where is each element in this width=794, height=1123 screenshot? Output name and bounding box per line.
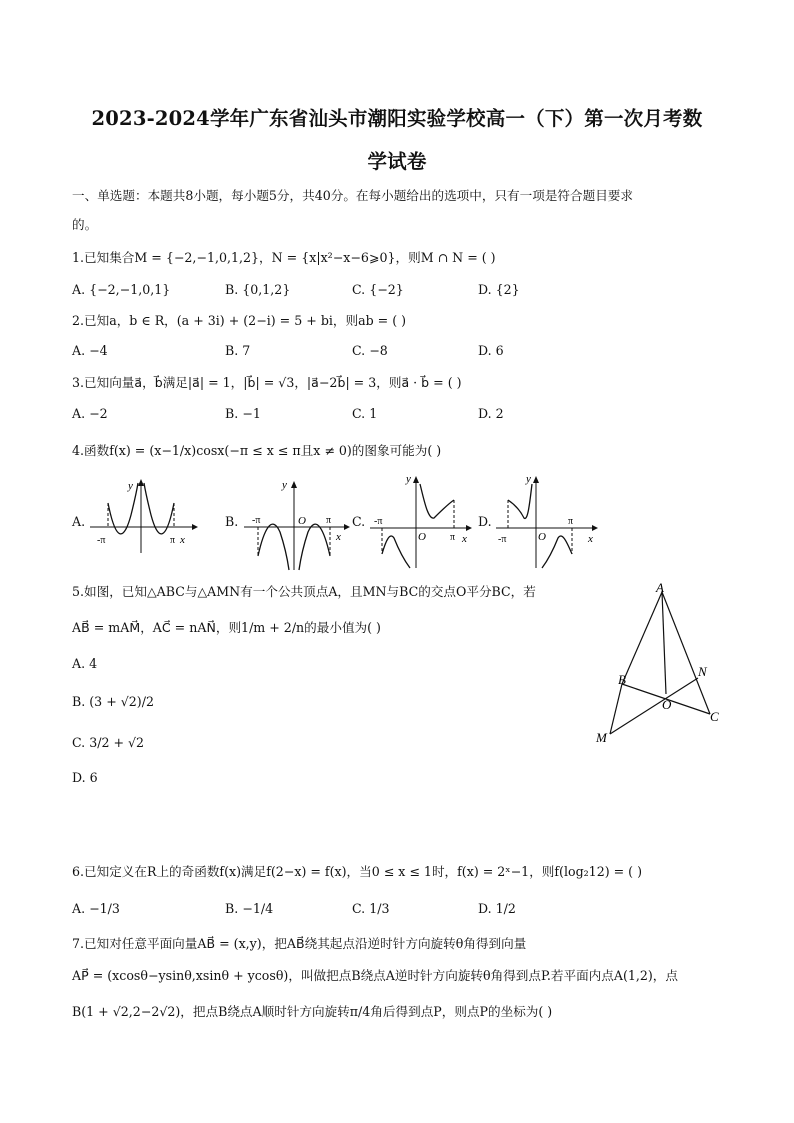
q5-option-b: B. (3 + √2)/2 bbox=[72, 694, 154, 709]
label-y: y bbox=[406, 473, 411, 485]
segment-ao bbox=[662, 592, 666, 694]
curve-right bbox=[542, 536, 572, 568]
label-origin: O bbox=[538, 531, 546, 543]
label-y: y bbox=[128, 480, 133, 492]
q6-option-c: C. 1/3 bbox=[352, 901, 390, 916]
q3-option-a: A. −2 bbox=[72, 406, 108, 421]
section-header-line1: 一、单选题：本题共8小题，每小题5分，共40分。在每小题给出的选项中，只有一项是符合题目要求 bbox=[72, 188, 633, 203]
y-axis-arrow-icon bbox=[413, 476, 419, 483]
curve-left bbox=[258, 524, 289, 570]
y-axis-arrow-icon bbox=[533, 476, 539, 483]
exam-title-line2: 学试卷 bbox=[367, 150, 427, 173]
label-point-a: A bbox=[656, 580, 664, 595]
label-point-c: C bbox=[710, 709, 719, 724]
question-2-stem: 2.已知a，b ∈ R，(a + 3i) + (2−i) = 5 + bi，则ab = ( ) bbox=[72, 313, 407, 328]
label-point-m: M bbox=[596, 730, 607, 745]
q3-option-b: B. −1 bbox=[225, 406, 261, 421]
exam-title-line1: 2023-2024学年广东省汕头市潮阳实验学校高一（下）第一次月考数 bbox=[91, 107, 703, 130]
x-axis-arrow-icon bbox=[592, 525, 598, 531]
label-y: y bbox=[282, 479, 287, 491]
graph-option-b bbox=[242, 474, 352, 572]
q6-option-a: A. −1/3 bbox=[72, 901, 120, 916]
label-x: x bbox=[588, 533, 593, 545]
section-header-line2: 的。 bbox=[72, 217, 98, 232]
segment-bm bbox=[610, 684, 622, 734]
segment-ab bbox=[622, 592, 662, 684]
q4-option-d: D. bbox=[478, 514, 492, 529]
question-3-stem: 3.已知向量a⃗，b⃗满足|a⃗| = 1，|b⃗| = √3，|a⃗−2b⃗| = 3，则a⃗ · b⃗ = ( ) bbox=[72, 375, 462, 390]
question-5-stem-line2: AB⃗ = mAM⃗，AC⃗ = nAN⃗，则1/m + 2/n的最小值为( ) bbox=[72, 620, 381, 635]
question-4-stem: 4.函数f(x) = (x−1/x)cosx(−π ≤ x ≤ π且x ≠ 0)的图象可能为( ) bbox=[72, 443, 442, 458]
label-point-b: B bbox=[618, 672, 626, 687]
q6-option-d: D. 1/2 bbox=[478, 901, 516, 916]
q1-option-c: C. {−2} bbox=[352, 282, 404, 297]
curve-left bbox=[108, 483, 138, 534]
curve-right bbox=[299, 524, 330, 570]
graph-option-d bbox=[494, 470, 602, 570]
q5-option-a: A. 4 bbox=[72, 656, 98, 671]
figure-5-triangle bbox=[588, 576, 758, 752]
label-neg-pi: -π bbox=[252, 515, 261, 526]
label-pi: π bbox=[568, 516, 574, 527]
label-x: x bbox=[336, 531, 341, 543]
y-axis-arrow-icon bbox=[291, 481, 297, 488]
label-y: y bbox=[526, 473, 531, 485]
label-neg-pi: -π bbox=[498, 534, 507, 545]
graph-option-c bbox=[368, 470, 476, 570]
q1-option-d: D. {2} bbox=[478, 282, 520, 297]
q4-option-b: B. bbox=[225, 514, 239, 529]
curve-right bbox=[420, 484, 454, 518]
q3-option-d: D. 2 bbox=[478, 406, 504, 421]
q2-option-d: D. 6 bbox=[478, 343, 504, 358]
label-point-o: O bbox=[662, 697, 672, 712]
q1-option-a: A. {−2,−1,0,1} bbox=[72, 282, 171, 297]
label-origin: O bbox=[298, 515, 306, 527]
y-axis-arrow-icon bbox=[138, 479, 144, 486]
x-axis-arrow-icon bbox=[192, 524, 198, 530]
q2-option-c: C. −8 bbox=[352, 343, 388, 358]
question-7-stem-line3: B(1 + √2,2−2√2)，把点B绕点A顺时针方向旋转π/4角后得到点P，则点P的坐标为( ) bbox=[72, 1004, 553, 1019]
question-1-stem: 1.已知集合M = {−2,−1,0,1,2}，N = {x|x²−x−6⩾0}，则M ∩ N = ( ) bbox=[72, 250, 496, 265]
curve-left bbox=[508, 484, 532, 518]
question-6-stem: 6.已知定义在R上的奇函数f(x)满足f(2−x) = f(x)，当0 ≤ x ≤ 1时，f(x) = 2ˣ−1，则f(log₂12) = ( ) bbox=[72, 864, 643, 879]
x-axis-arrow-icon bbox=[466, 525, 472, 531]
q5-option-d: D. 6 bbox=[72, 770, 98, 785]
q6-option-b: B. −1/4 bbox=[225, 901, 274, 916]
q2-option-b: B. 7 bbox=[225, 343, 251, 358]
label-pi: π bbox=[326, 515, 332, 526]
label-neg-pi: -π bbox=[97, 535, 106, 546]
question-7-stem-line2: AP⃗ = (xcosθ−ysinθ,xsinθ + ycosθ)，叫做把点B绕点A逆时针方向旋转θ角得到点P.若平面内点A(1,2)，点 bbox=[72, 968, 678, 983]
q5-option-c: C. 3/2 + √2 bbox=[72, 735, 145, 750]
q1-option-b: B. {0,1,2} bbox=[225, 282, 291, 297]
q3-option-c: C. 1 bbox=[352, 406, 378, 421]
q4-option-c: C. bbox=[352, 514, 366, 529]
graph-option-a bbox=[88, 475, 198, 555]
question-5-stem-line1: 5.如图，已知△ABC与△AMN有一个公共顶点A，且MN与BC的交点O平分BC，若 bbox=[72, 584, 536, 599]
label-x: x bbox=[180, 534, 185, 546]
question-7-stem-line1: 7.已知对任意平面向量AB⃗ = (x,y)，把AB⃗绕其起点沿逆时针方向旋转θ角得到向量 bbox=[72, 936, 527, 951]
label-neg-pi: -π bbox=[374, 516, 383, 527]
label-x: x bbox=[462, 533, 467, 545]
label-origin: O bbox=[418, 531, 426, 543]
x-axis-arrow-icon bbox=[344, 524, 350, 530]
curve-right bbox=[144, 483, 174, 534]
q2-option-a: A. −4 bbox=[72, 343, 108, 358]
label-pi: π bbox=[170, 535, 176, 546]
label-point-n: N bbox=[698, 664, 707, 679]
curve-left bbox=[382, 536, 410, 568]
q4-option-a: A. bbox=[72, 514, 86, 529]
label-pi: π bbox=[450, 532, 456, 543]
